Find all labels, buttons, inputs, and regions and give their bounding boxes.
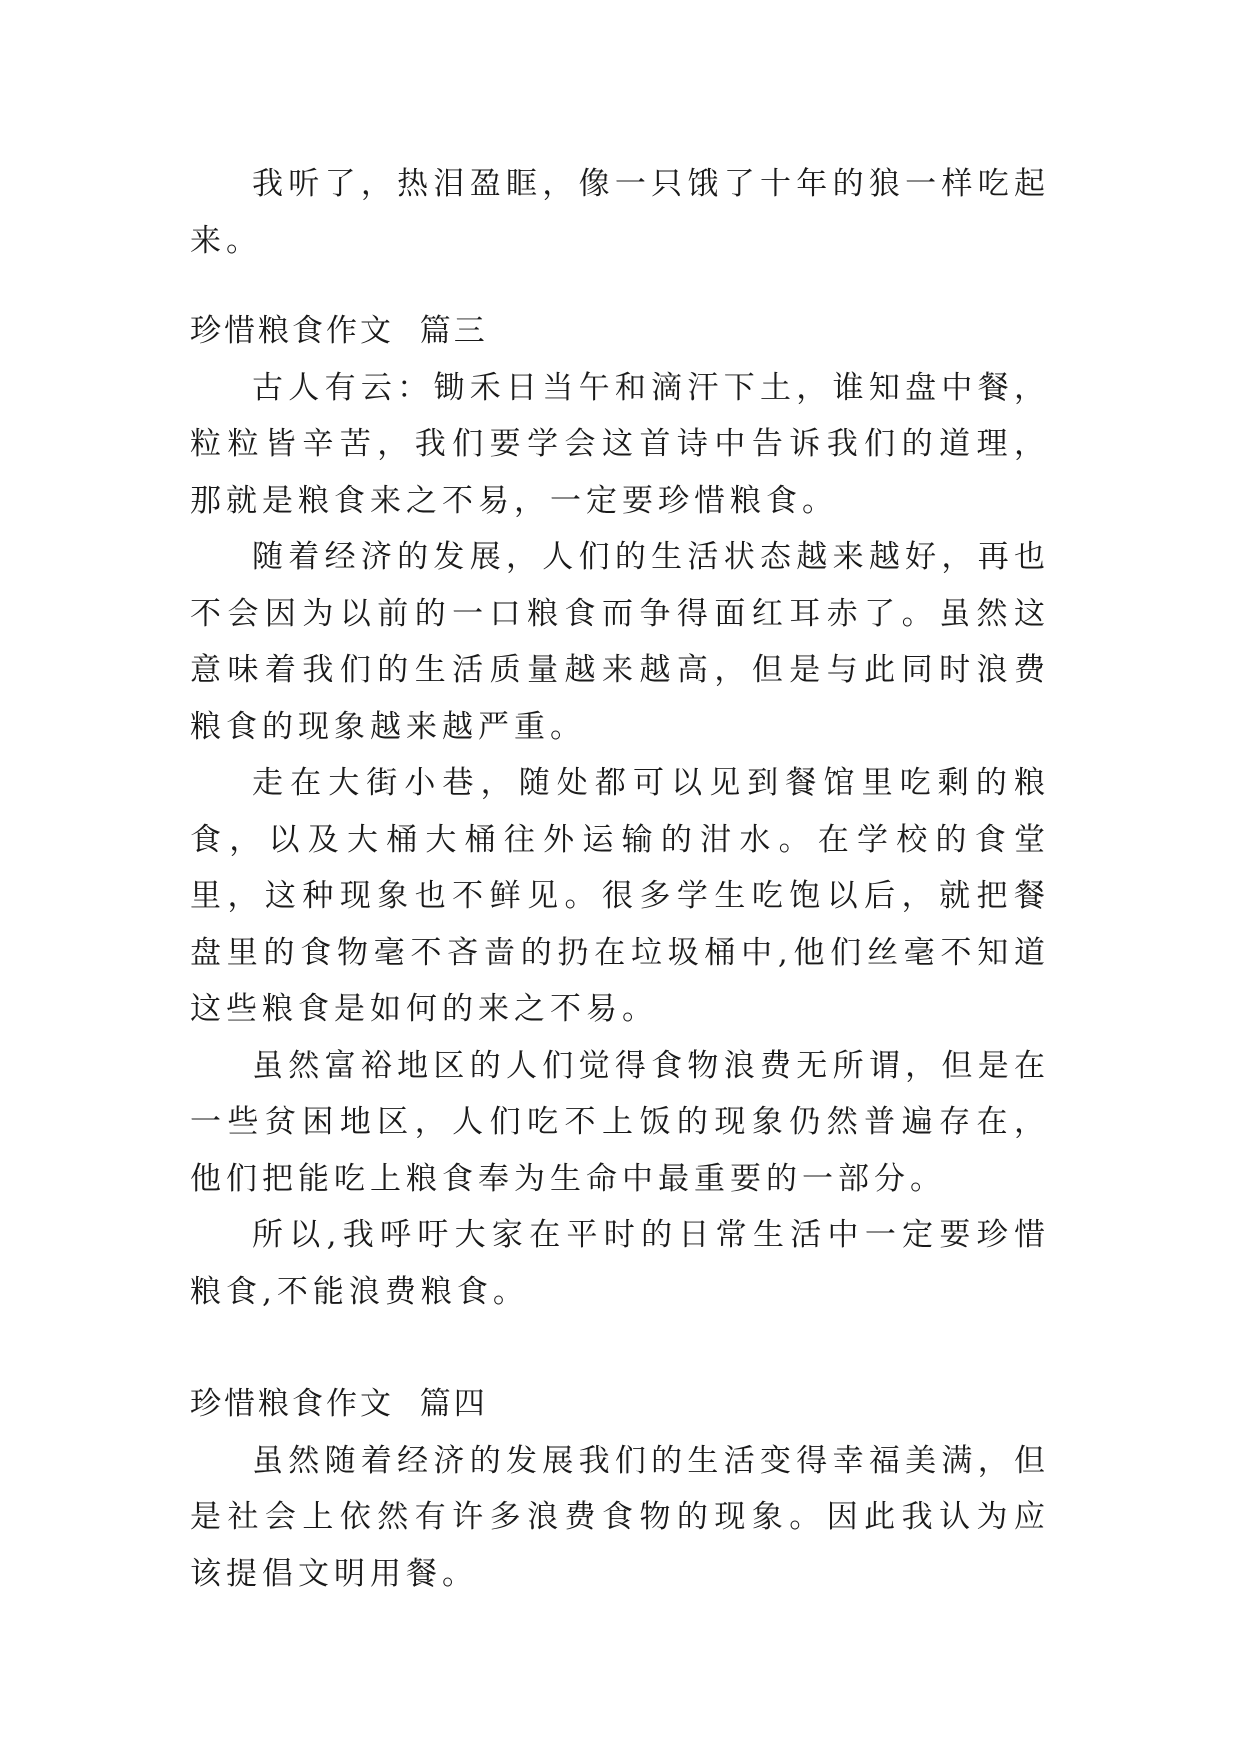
paragraph: 古人有云：锄禾日当午和滴汗下土，谁知盘中餐，粒粒皆辛苦，我们要学会这首诗中告诉我们的道理，那就是粮食来之不易，一定要珍惜粮食。 (190, 369, 1050, 519)
spacer (190, 1320, 1050, 1376)
paragraph: 虽然随着经济的发展我们的生活变得幸福美满，但是社会上依然有许多浪费食物的现象。因此我认为应该提倡文明用餐。 (190, 1442, 1050, 1592)
spacer (190, 269, 1050, 303)
section-4 (190, 1376, 1050, 1602)
paragraph: 虽然富裕地区的人们觉得食物浪费无所谓，但是在一些贫困地区，人们吃不上饭的现象仍然普遍存在，他们把能吃上粮食奉为生命中最重要的一部分。 (190, 1047, 1050, 1197)
section-heading: 珍惜粮食作文 篇三 (190, 313, 488, 349)
paragraph-intro: 我听了，热泪盈眶，像一只饿了十年的狼一样吃起来。 (190, 166, 1050, 259)
section-3 (190, 303, 1050, 1320)
paragraph: 随着经济的发展，人们的生活状态越来越好，再也不会因为以前的一口粮食而争得面红耳赤了。虽然这意味着我们的生活质量越来越高，但是与此同时浪费粮食的现象越来越严重。 (190, 539, 1050, 745)
paragraph: 所以,我呼吁大家在平时的日常生活中一定要珍惜粮食,不能浪费粮食。 (190, 1217, 1050, 1310)
section-heading: 珍惜粮食作文 篇四 (190, 1386, 488, 1422)
paragraph: 走在大街小巷，随处都可以见到餐馆里吃剩的粮食，以及大桶大桶往外运输的泔水。在学校的食堂里，这种现象也不鲜见。很多学生吃饱以后，就把餐盘里的食物毫不吝啬的扔在垃圾桶中,他们丝毫不知道这些粮食是如何的来之不易。 (190, 765, 1050, 1027)
document-body (190, 156, 1050, 1602)
